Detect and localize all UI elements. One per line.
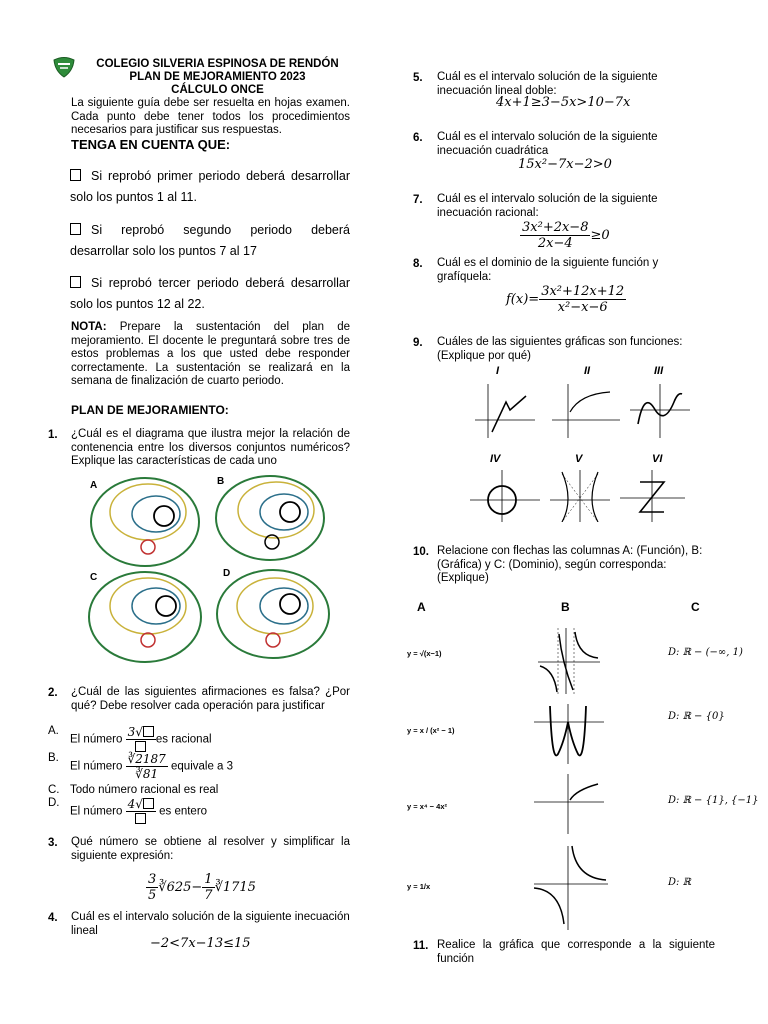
svg-text:IV: IV (490, 453, 501, 465)
q9-text: Cuáles de las siguientes gráficas son funciones: (Explique por qué) (437, 336, 683, 362)
q8-expression: f(x)= $\frac{\text{3x²+12x+12}}{\text{x²−x−6}}$ (506, 284, 625, 315)
q8-text: Cuál es el dominio de la siguiente función y grafíquela: (437, 257, 659, 283)
q6-number: 6. (413, 132, 423, 144)
q10-graph-3 (534, 774, 604, 834)
q11-number: 11. (413, 940, 429, 952)
svg-text:II: II (584, 365, 591, 377)
function-1: y = √(x−1) (407, 649, 442, 658)
column-a-header: A (417, 600, 426, 614)
q4-expression: −2<7x−13≤15 (150, 936, 251, 951)
subject-title: CÁLCULO ONCE (171, 84, 264, 96)
q4-text: Cuál es el intervalo solución de la siguiente inecuación lineal (71, 911, 350, 937)
q3-number: 3. (48, 837, 58, 849)
q7-number: 7. (413, 194, 423, 206)
q10-graphs (530, 624, 620, 934)
function-4: y = 1/x (407, 882, 431, 891)
column-b-header: B (561, 600, 570, 614)
svg-text:I: I (496, 365, 500, 377)
bullet-item-3: Si reprobó tercer periodo deberá desarrollar solo los puntos 12 al 22. (70, 276, 350, 311)
q9-graphs (470, 362, 720, 522)
q5-text: Cuál es el intervalo solución de la siguiente inecuación lineal doble: (437, 71, 658, 97)
bullet-item-1: Si reprobó primer periodo deberá desarrollar solo los puntos 1 al 11. (70, 169, 350, 204)
q4-number: 4. (48, 912, 58, 924)
checkbox-icon (70, 169, 81, 181)
q10-graph-2 (534, 704, 604, 764)
graph-iv (470, 470, 540, 522)
bullet-item-2: Si reprobó segundo periodo deberá desarrollar solo los puntos 7 al 17 (70, 223, 350, 258)
q9-number: 9. (413, 337, 423, 349)
q7-expression: $\frac{\text{3x²+2x−8}}{2x-4}$ ≥0 (522, 220, 610, 251)
q10-graph-1 (538, 628, 600, 694)
q6-text: Cuál es el intervalo solución de la siguiente inecuación cuadrática (437, 131, 658, 157)
venn-diagram-b (216, 476, 324, 560)
graph-vi (620, 470, 685, 522)
graph-ii (552, 384, 620, 438)
q8-number: 8. (413, 258, 423, 270)
plan-heading: PLAN DE MEJORAMIENTO: (71, 403, 229, 417)
function-2: y = x / (x² − 1) (407, 726, 455, 735)
svg-text:D: D (223, 568, 231, 579)
checkbox-icon (70, 223, 81, 235)
note-heading: TENGA EN CUENTA QUE: (71, 137, 231, 152)
q10-graph-4 (534, 846, 608, 930)
svg-text:A: A (90, 480, 98, 491)
q2-option-d: D. El número 4√ es entero (48, 797, 60, 809)
svg-text:B: B (217, 476, 225, 487)
q1-venn-diagrams (80, 472, 355, 672)
q5-expression: 4x+1≥3−5x>10−7x (496, 95, 631, 110)
school-name: COLEGIO SILVERIA ESPINOSA DE RENDÓN (96, 58, 339, 70)
intro-text: La siguiente guía debe ser resuelta en hojas examen. Cada punto debe tener todos los procedimientos necesarios para justificar sus respuestas. (71, 97, 350, 136)
function-3: y = x⁴ − 4x² (407, 802, 447, 811)
domain-3: D: ℝ − {1}, {−1} (668, 795, 759, 806)
q2-option-c: C. Todo número racional es real (48, 784, 219, 796)
q1-number: 1. (48, 429, 58, 441)
domain-2: D: ℝ − {0} (668, 711, 725, 722)
q2-option-a: A. El número 3√ es racional (48, 725, 59, 737)
q7-text: Cuál es el intervalo solución de la siguiente inecuación racional: (437, 193, 658, 219)
q6-expression: 15x²−7x−2>0 (518, 157, 612, 172)
q11-text: Realice la gráfica que corresponde a la siguiente función (437, 939, 715, 965)
checkbox-icon (70, 276, 81, 288)
svg-text:VI: VI (652, 453, 663, 465)
q2-number: 2. (48, 687, 58, 699)
q10-text: Relacione con flechas las columnas A: (Función), B: (Gráfica) y C: (Dominio), según corresponda: (Explique) (437, 545, 703, 584)
q2-option-b: B. El número $\frac{∛2187}{∛81}$ equivale a 3 (48, 752, 234, 781)
q5-number: 5. (413, 72, 423, 84)
nota-paragraph: NOTA: Prepare la sustentación del plan de mejoramiento. El docente le preguntará sobre tres de estos problemas a los que usted debe responder correctamente. La sustentación se realizará en la semana de finalización de cuarto periodo. (71, 321, 350, 387)
q10-number: 10. (413, 546, 429, 558)
domain-1: D: ℝ − (−∞, 1) (668, 647, 743, 658)
domain-4: D: ℝ (668, 877, 691, 888)
q3-expression: $\frac{3}{5}$ ∛625− $\frac{1}{7}$ ∛1715 (148, 872, 256, 903)
column-c-header: C (691, 600, 700, 614)
q2-text: ¿Cuál de las siguientes afirmaciones es falsa? ¿Por qué? Debe resolver cada operación para justificar (71, 686, 350, 712)
q3-text: Qué número se obtiene al resolver y simplificar la siguiente expresión: (71, 836, 350, 862)
graph-iii (630, 384, 690, 438)
school-shield-logo (52, 56, 76, 78)
graph-v (550, 470, 610, 522)
plan-title: PLAN DE MEJORAMIENTO 2023 (129, 71, 306, 83)
svg-text:III: III (654, 365, 664, 377)
graph-i (475, 384, 535, 438)
venn-diagram-c (89, 572, 201, 662)
svg-text:V: V (575, 453, 583, 465)
svg-text:C: C (90, 572, 98, 583)
q1-text: ¿Cuál es el diagrama que ilustra mejor la relación de contenencia entre los diversos conjuntos numéricos? Explique las características de cada uno (71, 428, 350, 467)
venn-diagram-d (217, 568, 329, 658)
venn-diagram-a (90, 478, 199, 566)
